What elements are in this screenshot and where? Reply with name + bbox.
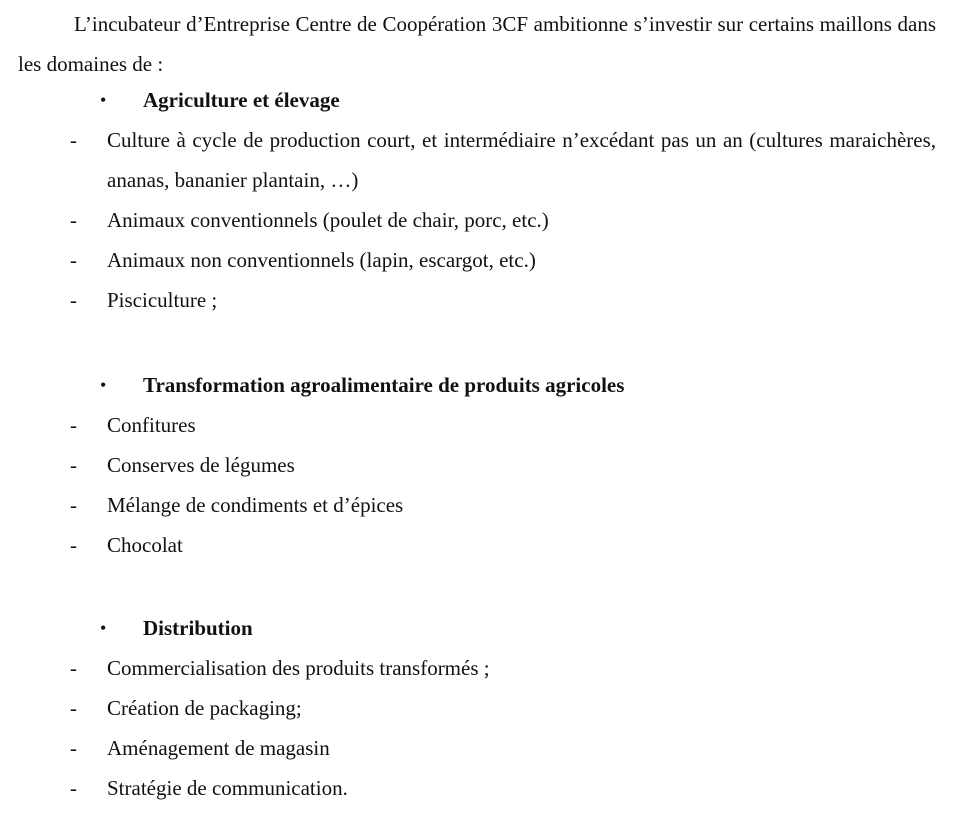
list-item [0,648,960,688]
section-distribution [0,608,960,808]
section-heading [0,365,960,405]
item-list [0,405,960,565]
dash-icon: - [70,493,77,517]
section-heading [0,80,960,120]
list-item-text: Mélange de condiments et d’épices [107,493,404,517]
item-list [0,120,960,320]
section-transformation [0,365,960,565]
section-heading-text: Agriculture et élevage [143,88,340,112]
section-agriculture [0,80,960,320]
section-heading [0,608,960,648]
dash-icon: - [70,656,77,680]
bullet-icon: • [100,618,107,638]
dash-icon: - [70,533,77,557]
list-item [0,280,960,320]
dash-icon: - [70,248,77,272]
list-item [0,728,960,768]
intro-paragraph: L’incubateur d’Entreprise Centre de Coopération 3CF ambitionne s’investir sur certains maillons dans les domaines de : [18,12,936,76]
list-item [0,768,960,808]
list-item [0,240,960,280]
dash-icon: - [70,413,77,437]
list-item-text: Stratégie de communication. [107,776,348,800]
list-item-text: Aménagement de magasin [107,736,330,760]
list-item [0,688,960,728]
list-item-text: Création de packaging; [107,696,302,720]
list-item-text: Animaux non conventionnels (lapin, escargot, etc.) [107,248,536,272]
list-item-text: Chocolat [107,533,183,557]
list-item-text: Conserves de légumes [107,453,295,477]
list-item-text: Pisciculture ; [107,288,218,312]
dash-icon: - [70,453,77,477]
item-list [0,648,960,808]
list-item-text: Commercialisation des produits transformés ; [107,656,490,680]
dash-icon: - [70,208,77,232]
section-heading-text: Transformation agroalimentaire de produits agricoles [143,373,625,397]
dash-icon: - [70,736,77,760]
list-item-text: Animaux conventionnels (poulet de chair, porc, etc.) [107,208,549,232]
dash-icon: - [70,776,77,800]
list-item [0,120,960,200]
dash-icon: - [70,696,77,720]
list-item [0,200,960,240]
bullet-icon: • [100,90,107,110]
list-item [0,485,960,525]
list-item [0,445,960,485]
list-item-text: Culture à cycle de production court, et intermédiaire n’excédant pas un an (cultures maraichères, ananas, bananier plantain, …) [107,128,936,192]
section-heading-text: Distribution [143,616,253,640]
list-item [0,405,960,445]
bullet-icon: • [100,375,107,395]
dash-icon: - [70,128,77,152]
list-item [0,525,960,565]
list-item-text: Confitures [107,413,196,437]
dash-icon: - [70,288,77,312]
